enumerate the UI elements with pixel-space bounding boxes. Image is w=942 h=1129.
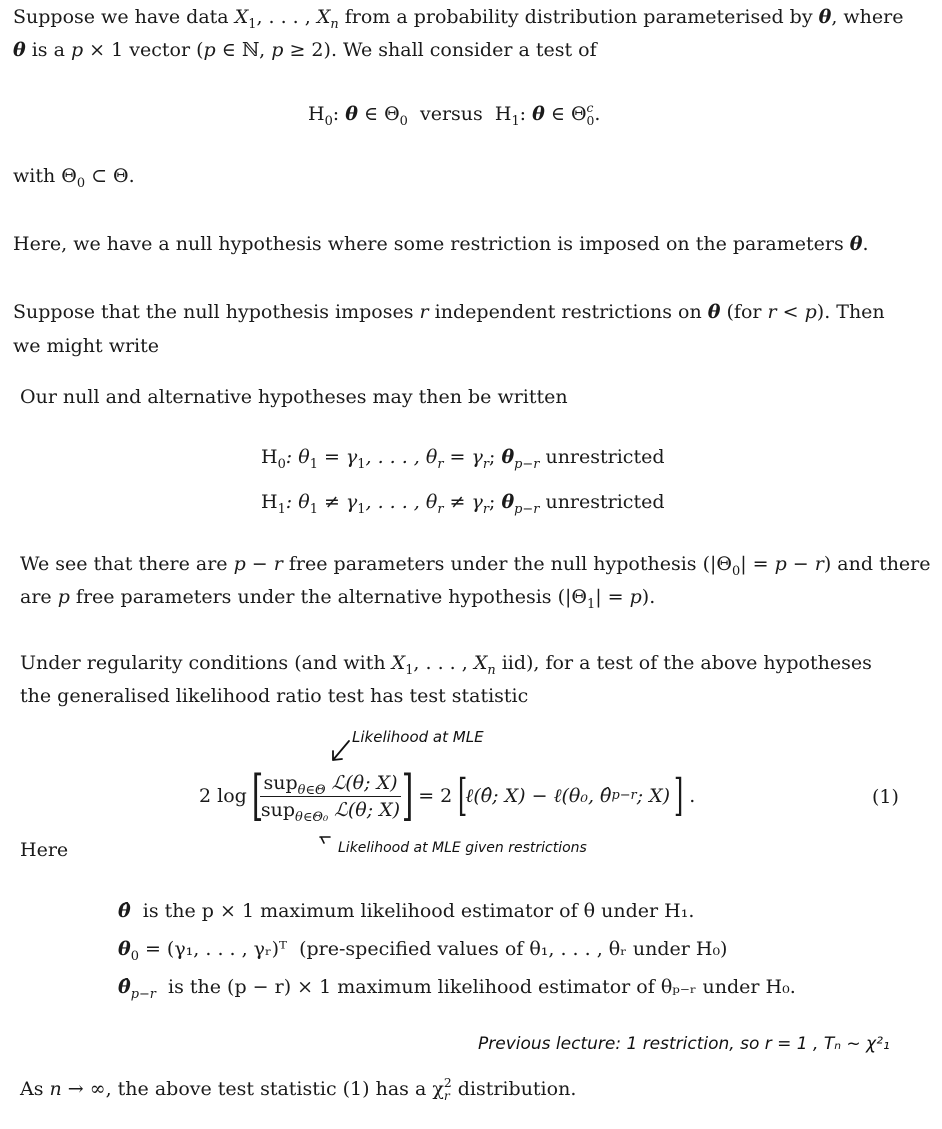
- text: : θ: [285, 491, 310, 513]
- regularity-line-1: [20, 652, 872, 678]
- intro-line-2: [13, 41, 597, 60]
- text: (for: [720, 301, 768, 323]
- text: ;: [489, 491, 502, 513]
- math-theta: θ: [118, 938, 131, 960]
- math-theta: θ: [707, 301, 721, 323]
- text: × 1 vector (: [83, 39, 204, 61]
- null-restriction-sentence: [13, 235, 869, 254]
- text: .: [689, 785, 696, 807]
- math-var: r: [419, 301, 429, 323]
- math-sub: 1: [511, 113, 520, 129]
- text: As: [20, 1077, 50, 1100]
- general-hypotheses: [308, 102, 600, 128]
- annotation-likelihood-at-mle: Likelihood at MLE: [352, 728, 484, 746]
- text: :: [332, 102, 346, 125]
- text: <: [776, 301, 805, 323]
- math-sub: n: [330, 16, 339, 32]
- math-var: p: [629, 586, 642, 608]
- loglik-difference: ℓ(θ̂; X) − ℓ(θ₀, θ̂: [465, 784, 612, 807]
- math-var: p − r: [233, 553, 283, 575]
- text: : θ: [285, 446, 310, 468]
- text: = γ: [317, 446, 358, 468]
- h1-label: H: [494, 102, 512, 125]
- text: ). Then: [816, 301, 885, 323]
- text: | =: [595, 586, 630, 608]
- equals-two: = 2: [418, 785, 453, 807]
- text: , . . . , θ: [365, 446, 438, 468]
- numerator: [260, 772, 400, 797]
- h0-label: H: [261, 446, 278, 468]
- text: ;: [489, 446, 502, 468]
- math-theta: θ: [849, 233, 863, 255]
- math-sub: r: [443, 1088, 450, 1103]
- math-var: p: [804, 301, 817, 323]
- text: is the (p − r) × 1 maximum likelihood estimator of θₚ₋ᵣ under H₀.: [155, 976, 796, 998]
- math-var: p: [70, 39, 84, 61]
- math-sub: p−r: [514, 456, 540, 472]
- math-sub: θ∈Θ₀: [295, 809, 329, 825]
- math-sub: p−r: [514, 501, 540, 517]
- likelihood-term: ℒ(θ; X): [328, 798, 401, 821]
- text: , where: [831, 6, 904, 28]
- text: ≥ 2). We shall consider a test of: [283, 39, 597, 61]
- math-sub: 1: [277, 501, 286, 517]
- text: ∈ Θ: [544, 102, 587, 125]
- math-sub: n: [487, 662, 496, 678]
- text: ∈ ℕ,: [215, 39, 272, 61]
- definition-theta-hat: [118, 902, 694, 921]
- text: ≠ γ: [317, 491, 358, 513]
- with-line: [13, 165, 135, 191]
- math-var: X: [234, 6, 249, 28]
- text: are: [20, 586, 58, 608]
- here-label: Here: [20, 839, 69, 861]
- glrt-equation: 2 log [ $\frac{sup_{\theta\in\Theta} ℒ(\theta; X)}{sup_{\theta\in\Theta_0} ℒ(\theta; X)}$ ] = 2 [ ℓ(θ̂; X) − ℓ(θ₀, θ̂ p−r ; X) ] .: [199, 764, 696, 827]
- text: We see that there are: [20, 553, 234, 575]
- math-var: X: [316, 6, 331, 28]
- math-theta: θ: [818, 6, 832, 28]
- text: Here, we have a null hypothesis where some restriction is imposed on the parameters: [13, 233, 850, 255]
- math-theta: θ: [345, 102, 358, 125]
- text: Under regularity conditions (and with: [20, 652, 392, 674]
- text: with Θ: [13, 165, 77, 187]
- math-sub: θ∈Θ: [297, 782, 326, 798]
- math-sup: c: [586, 101, 594, 115]
- text: .: [862, 233, 869, 255]
- intro-line-1: [13, 6, 904, 32]
- text: independent restrictions on: [428, 301, 708, 323]
- definition-theta-hat-p-r: [118, 976, 796, 1002]
- math-sub: 1: [357, 501, 366, 517]
- text: → ∞, the above test statistic (1) has a χ: [61, 1077, 444, 1100]
- math-theta: θ: [532, 102, 545, 125]
- text: Suppose we have data: [13, 6, 235, 28]
- text: free parameters under the alternative hypothesis (|Θ: [69, 586, 587, 608]
- text: = γ: [443, 446, 483, 468]
- text: = (γ₁, . . . , γᵣ)ᵀ (pre-specified values of θ₁, . . . , θᵣ under H₀): [138, 938, 728, 960]
- math-sub: 1: [309, 501, 318, 517]
- denominator: [258, 797, 403, 825]
- text: iid), for a test of the above hypotheses: [495, 652, 872, 674]
- text: is the p × 1 maximum likelihood estimator of θ under H₁.: [130, 900, 695, 922]
- math-theta-hat: θ̂: [118, 976, 131, 998]
- text: ) and there: [823, 553, 931, 575]
- versus-text: versus: [407, 102, 495, 125]
- conclusion-line: [20, 1077, 576, 1103]
- h1-specific: [261, 491, 665, 517]
- arrow-annotation-icon: [318, 834, 332, 848]
- text: from a probability distribution parameterised by: [338, 6, 819, 28]
- math-sub: r: [482, 456, 490, 472]
- math-sub: 0: [399, 113, 408, 129]
- math-sub: 0: [76, 175, 86, 191]
- text: , . . . , θ: [365, 491, 438, 513]
- left-bracket: [: [251, 764, 264, 827]
- text: | =: [740, 553, 775, 575]
- math-theta: θ: [501, 446, 515, 468]
- text: ∈ Θ: [357, 102, 400, 125]
- text: ≠ γ: [443, 491, 483, 513]
- sup-op: sup: [260, 798, 296, 821]
- math-sub: p−r: [130, 986, 156, 1002]
- math-sub: 0: [277, 456, 286, 472]
- right-bracket: ]: [401, 764, 414, 827]
- left-bracket: [: [458, 770, 468, 821]
- math-sub: 1: [309, 456, 318, 472]
- text: ; X): [636, 785, 671, 807]
- math-sub: 1: [248, 16, 257, 32]
- our-null-line: Our null and alternative hypotheses may then be written: [20, 386, 568, 408]
- math-var: p: [203, 39, 216, 61]
- restrictions-line-2: we might write: [13, 335, 160, 357]
- two-log: 2 log: [199, 785, 247, 807]
- text: ).: [641, 586, 656, 608]
- annotation-likelihood-given-restrictions: Likelihood at MLE given restrictions: [338, 840, 587, 856]
- text: distribution.: [451, 1077, 577, 1100]
- math-var: p: [271, 39, 284, 61]
- math-sub: 0: [586, 113, 595, 128]
- math-sup: 2: [443, 1076, 452, 1090]
- h0-specific: [261, 446, 665, 472]
- text: , . . . ,: [413, 652, 474, 674]
- text: is a: [25, 39, 71, 61]
- math-theta-hat: θ̂: [118, 900, 131, 922]
- h0-label: H: [308, 102, 325, 125]
- math-sub: r: [437, 456, 444, 472]
- math-var: p − r: [774, 553, 824, 575]
- math-sub: 0: [324, 113, 333, 129]
- definition-theta-zero: [118, 938, 728, 964]
- text: , . . . ,: [256, 6, 317, 28]
- text: unrestricted: [539, 446, 665, 468]
- math-sub: 0: [130, 948, 139, 964]
- likelihood-ratio-fraction: [258, 771, 403, 825]
- math-var: r: [767, 301, 777, 323]
- math-sub: 0: [731, 563, 741, 579]
- regularity-line-2: the generalised likelihood ratio test has test statistic: [20, 685, 529, 707]
- math-sub: 1: [587, 596, 596, 612]
- math-sub: r: [437, 501, 444, 517]
- free-params-line-2: [20, 586, 656, 612]
- math-var: X: [473, 652, 488, 674]
- math-theta: θ: [13, 39, 26, 61]
- annotation-previous-lecture: Previous lecture: 1 restriction, so r = 1 , Tₙ ~ χ²₁: [478, 1034, 890, 1054]
- restrictions-line-1: [13, 303, 885, 322]
- h1-label: H: [261, 491, 278, 513]
- math-sub: 1: [357, 456, 366, 472]
- math-theta: θ: [501, 491, 515, 513]
- text: free parameters under the null hypothesis (|Θ: [282, 553, 732, 575]
- math-var: X: [391, 652, 406, 674]
- math-var: n: [49, 1077, 62, 1100]
- sup-op: sup: [263, 771, 298, 794]
- text: ⊂ Θ.: [85, 165, 135, 187]
- likelihood-term: ℒ(θ; X): [325, 771, 398, 794]
- math-sub: 1: [405, 662, 414, 678]
- free-params-line-1: [20, 553, 931, 579]
- math-sub: r: [482, 501, 490, 517]
- math-var: p: [57, 586, 70, 608]
- text: Suppose that the null hypothesis imposes: [13, 301, 420, 323]
- equation-number: (1): [872, 786, 899, 808]
- text: :: [519, 102, 533, 125]
- text: .: [594, 102, 601, 125]
- text: unrestricted: [539, 491, 665, 513]
- right-bracket: ]: [673, 770, 684, 821]
